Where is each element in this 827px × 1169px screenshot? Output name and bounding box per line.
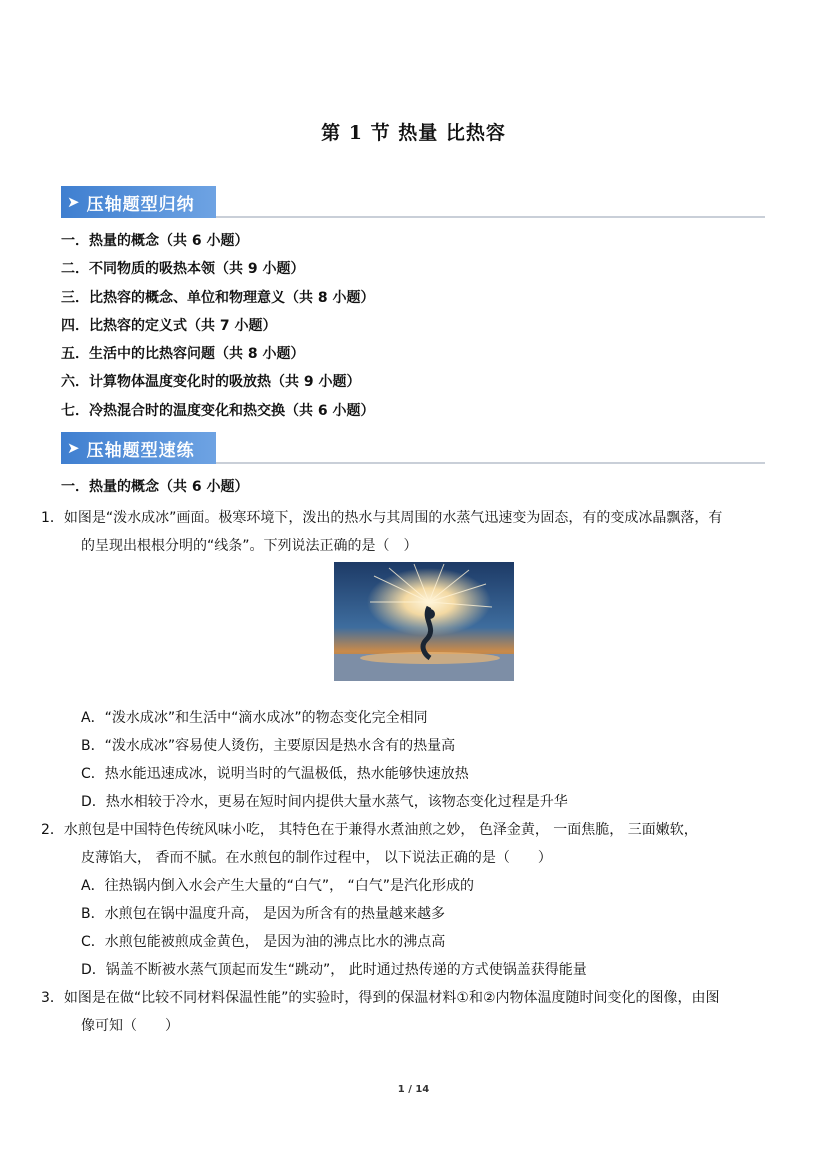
toc-list <box>61 230 765 428</box>
banner-box <box>61 432 216 464</box>
stem-text: 如图是在做“比较不同材料保温性能”的实验时，得到的保温材料①和②内物体温度随时间变化的图像，由图 <box>63 990 720 1006</box>
toc-item: 六．计算物体温度变化时的吸放热（共 9 小题） <box>61 374 361 391</box>
section-heading: 一．热量的概念（共 6 小题） <box>61 479 249 495</box>
splash-water-ice-photo <box>334 562 514 681</box>
question-number: 2． <box>41 822 64 838</box>
question-1 <box>41 504 769 816</box>
divider <box>216 216 765 218</box>
toc-item: 三．比热容的概念、单位和物理意义（共 8 小题） <box>61 289 375 306</box>
toc-item: 四．比热容的定义式（共 7 小题） <box>61 317 277 334</box>
question-number: 1． <box>41 510 64 526</box>
option-d: D．热水相较于冷水，更易在短时间内提供大量水蒸气，该物态变化过程是升华 <box>81 794 568 810</box>
question-stem <box>41 984 769 1012</box>
question-2 <box>41 816 769 984</box>
question-stem-cont: 的呈现出根根分明的“线条”。下列说法正确的是（ ） <box>81 538 418 554</box>
figure-container <box>61 560 769 704</box>
option-c: C．水煎包能被煎成金黄色， 是因为油的沸点比水的沸点高 <box>81 934 446 950</box>
option-a: A．往热锅内倒入水会产生大量的“白气”， “白气”是汽化形成的 <box>81 878 475 894</box>
question-area <box>41 476 769 1040</box>
divider <box>216 462 765 464</box>
option-b: B．“泼水成冰”容易使人烫伤，主要原因是热水含有的热量高 <box>81 738 456 754</box>
section-banner-summary <box>61 186 765 220</box>
question-stem-cont: 皮薄馅大， 香而不腻。在水煎包的制作过程中， 以下说法正确的是（ ） <box>81 850 552 866</box>
option-a: A．“泼水成冰”和生活中“滴水成冰”的物态变化完全相同 <box>81 710 428 726</box>
toc-item: 五．生活中的比热容问题（共 8 小题） <box>61 346 305 363</box>
question-stem <box>41 504 769 532</box>
section-banner-practice <box>61 432 765 466</box>
banner-label: 压轴题型速练 <box>86 440 195 461</box>
arrow-right-icon: ➤ <box>67 193 81 211</box>
toc-item: 七．冷热混合时的温度变化和热交换（共 6 小题） <box>61 402 375 419</box>
toc-item: 二．不同物质的吸热本领（共 9 小题） <box>61 261 305 278</box>
option-b: B．水煎包在锅中温度升高， 是因为所含有的热量越来越多 <box>81 906 446 922</box>
question-3 <box>41 984 769 1040</box>
banner-box <box>61 186 216 218</box>
banner-label: 压轴题型归纳 <box>86 194 195 215</box>
question-stem <box>41 816 769 844</box>
option-c: C．热水能迅速成冰，说明当时的气温极低，热水能够快速放热 <box>81 766 469 782</box>
question-stem-cont: 像可知（ ） <box>81 1018 179 1034</box>
stem-text: 如图是“泼水成冰”画面。极寒环境下，泼出的热水与其周围的水蒸气迅速变为固态，有的变成冰晶飘落，有 <box>63 510 723 526</box>
page-title: 第 1 节 热量 比热容 <box>321 122 506 144</box>
question-number: 3． <box>41 990 64 1006</box>
stem-text: 水煎包是中国特色传统风味小吃， 其特色在于兼得水煮油煎之妙， 色泽金黄， 一面焦脆， 三面嫩软， <box>63 822 698 838</box>
arrow-right-icon: ➤ <box>67 439 81 457</box>
option-d: D．锅盖不断被水蒸气顶起而发生“跳动”， 此时通过热传递的方式使锅盖获得能量 <box>81 962 587 978</box>
toc-item: 一．热量的概念（共 6 小题） <box>61 233 249 249</box>
page-number: 1 / 14 <box>397 1084 430 1095</box>
